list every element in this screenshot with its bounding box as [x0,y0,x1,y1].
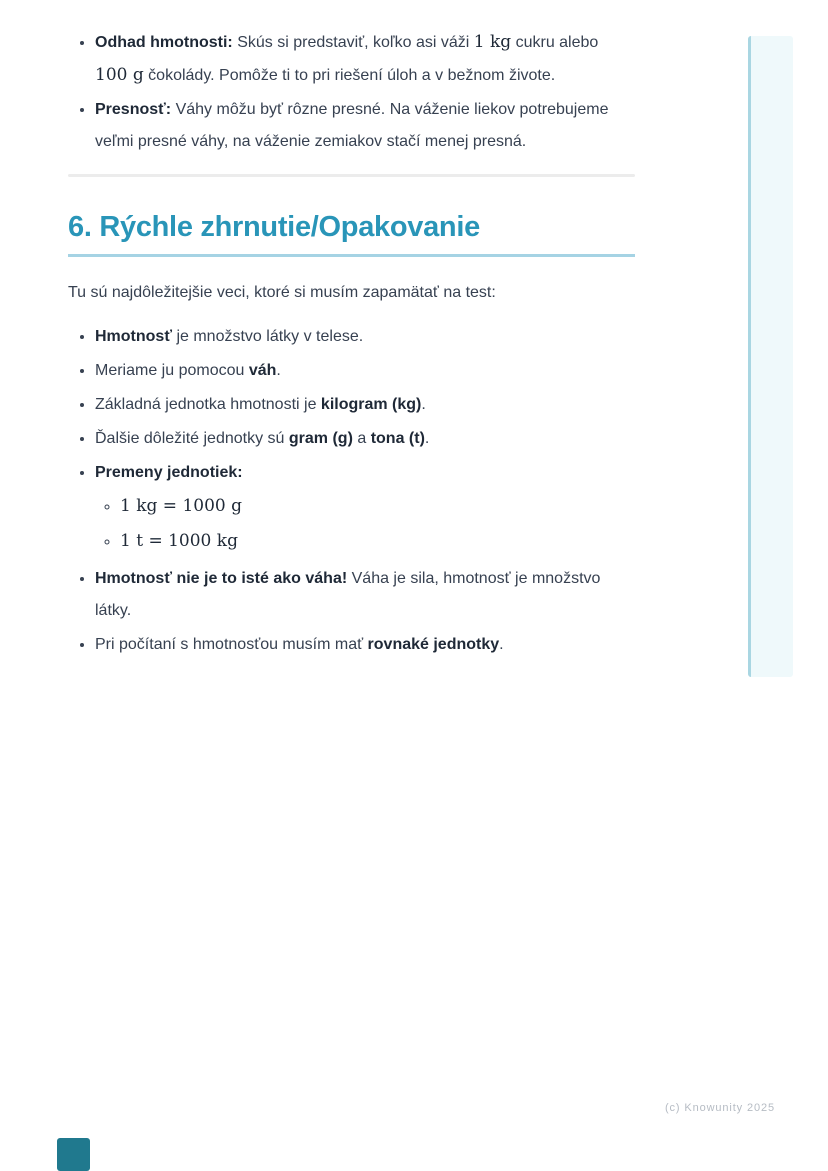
list-item [95,94,635,158]
text: Základná jednotka hmotnosti je [95,396,321,413]
text: Pri počítaní s hmotnosťou musím mať [95,636,368,653]
text: cukru alebo [511,34,599,51]
text: . [424,430,430,447]
corner-accent [57,1138,90,1171]
list-item [95,389,635,421]
list-item [95,457,635,559]
math-text: 100 g [95,65,144,85]
text: je množstvo látky v telese. [172,328,364,345]
bold-text: Hmotnosť [95,328,172,345]
bold-text: Presnosť: [95,101,176,118]
bold-text: tona (t) [370,430,425,447]
text: a [352,430,371,447]
bold-text: rovnaké jednotky [367,636,500,653]
list-item [95,423,635,455]
list-item [95,629,635,661]
footer-credit: (c) Knowunity 2025 [664,1102,775,1114]
bold-text: kilogram (kg) [320,396,422,413]
text: Skús si predstaviť, koľko asi váži [237,34,474,51]
bold-text: Premeny jednotiek: [95,464,243,481]
list-item [95,26,635,92]
intro-paragraph: Tu sú najdôležitejšie veci, ktoré si musím zapamätať na test: [68,284,496,301]
sub-list-item [120,489,635,524]
content [68,0,635,663]
text: čokolády. Pomôže ti to pri riešení úloh a v bežnom živote. [143,67,556,84]
section-divider [68,174,635,177]
bold-text: váh [248,362,277,379]
text: Váhy môžu byť rôzne presné. Na váženie liekov potrebujeme veľmi presné váhy, na váženie zemiakov stačí menej presná. [95,101,609,150]
list-item [95,321,635,353]
text: . [499,636,504,653]
text: . [276,362,281,379]
math-text: 1 t = 1000 kg [120,531,238,551]
math-text: 1 kg [473,32,512,52]
bold-text: Odhad hmotnosti: [95,34,238,51]
text: . [421,396,426,413]
list-item [95,563,635,627]
sub-list-item [120,524,635,559]
list-item [95,355,635,387]
bold-text: gram (g) [288,430,353,447]
math-text: 1 kg = 1000 g [120,496,243,516]
accent-bar [748,36,793,677]
bold-text: Hmotnosť nie je to isté ako váha! [95,570,348,587]
summary-bullet-list [68,321,635,661]
text: Meriame ju pomocou [95,362,249,379]
sub-list [95,489,635,559]
text: Ďalšie dôležité jednotky sú [95,430,289,447]
text: Váha je sila, hmotnosť je množstvo látky. [95,570,601,619]
section-heading: 6. Rýchle zhrnutie/Opakovanie [68,209,635,257]
top-bullet-list [68,26,635,158]
